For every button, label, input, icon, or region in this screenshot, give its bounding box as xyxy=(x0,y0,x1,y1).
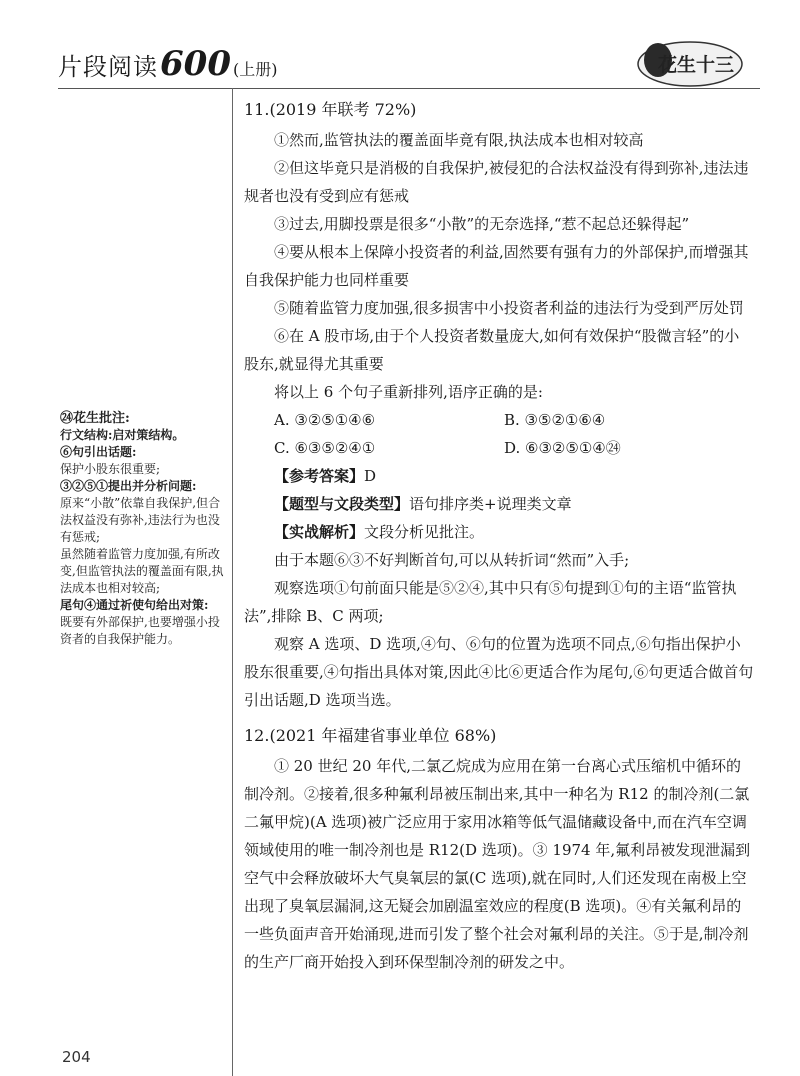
margin-divider xyxy=(232,88,233,1076)
annotation-line: 行文结构:启对策结构。 xyxy=(60,428,185,442)
sentence-6: ⑥在 A 股市场,由于个人投资者数量庞大,如何有效保护“股微言轻”的小股东,就显得尤其重要 xyxy=(244,327,740,373)
annotation-line: 尾句④通过祈使句给出对策: xyxy=(60,598,209,612)
annotation-line: ③②⑤①提出并分析问题: xyxy=(60,479,197,493)
page-number: 204 xyxy=(62,1048,91,1066)
option-d: D. ⑥③②⑤①④㉔ xyxy=(504,439,621,457)
sentence-1: ①然而,监管执法的覆盖面毕竟有限,执法成本也相对较高 xyxy=(274,131,644,149)
annotation-sidebar xyxy=(60,410,225,648)
answer-label: 【参考答案】 xyxy=(274,467,365,485)
sentence-3: ③过去,用脚投票是很多“小散”的无奈选择,“惹不起总还躲得起” xyxy=(274,215,690,233)
sentence-5: ⑤随着监管力度加强,很多损害中小投资者利益的违法行为受到严厉处罚 xyxy=(274,299,744,317)
annotation-line: 原来“小散”依靠自我保护,但合法权益没有弥补,违法行为也没有惩戒; xyxy=(60,496,221,544)
analysis-label: 【实战解析】 xyxy=(274,523,365,541)
answer-value: D xyxy=(364,467,377,485)
book-title-main: 片段阅读 xyxy=(58,53,158,81)
question-12-title: 12.(2021 年福建省事业单位 68%) xyxy=(244,726,497,745)
option-a: A. ③②⑤①④⑥ xyxy=(274,411,376,429)
question-prompt: 将以上 6 个句子重新排列,语序正确的是: xyxy=(274,383,543,401)
answer-options xyxy=(244,406,754,462)
question-11 xyxy=(244,96,754,714)
explanation-1: 由于本题⑥③不好判断首句,可以从转折词“然而”入手; xyxy=(274,551,630,569)
explanation-2: 观察选项①句前面只能是⑤②④,其中只有⑤句提到①句的主语“监管执法”,排除 B、C 两项; xyxy=(244,579,737,625)
option-c: C. ⑥③⑤②④① xyxy=(274,439,376,457)
type-label: 【题型与文段类型】 xyxy=(274,495,410,513)
book-title-volume: (上册) xyxy=(232,60,278,79)
book-title-number: 600 xyxy=(160,44,231,84)
sentence-2: ②但这毕竟只是消极的自我保护,被侵犯的合法权益没有得到弥补,违法违规者也没有受到应有惩戒 xyxy=(244,159,749,205)
question-11-title: 11.(2019 年联考 72%) xyxy=(244,100,417,119)
annotation-line: ⑥句引出话题: xyxy=(60,445,137,459)
sentence-4: ④要从根本上保障小投资者的利益,固然要有强有力的外部保护,而增强其自我保护能力也同样重要 xyxy=(244,243,749,289)
annotation-line: 虽然随着监管力度加强,有所改变,但监管执法的覆盖面有限,执法成本也相对较高; xyxy=(60,547,224,595)
answer-block xyxy=(244,462,754,714)
annotation-line: 既要有外部保护,也要增强小投资者的自我保护能力。 xyxy=(60,615,220,646)
logo-text: 花生十三 xyxy=(657,54,735,76)
question-12-passage: ① 20 世纪 20 年代,二氯乙烷成为应用在第一台离心式压缩机中循环的制冷剂。②接着,很多种氟利昂被压制出来,其中一种名为 R12 的制冷剂(二氯二氟甲烷)(A 选项)被广泛应用于家用冰箱等低气温储藏设备中,而在汽车空调领域使用的唯一制冷剂也是 R12(D 选项)。③ 1974 年,氟利昂被发现泄漏到空气中会释放破坏大气臭氧层的氯(C 选项),就在同时,人们还发现在南极上空出现了臭氧层漏洞,这无疑会加剧温室效应的程度(B 选项)。④有关氟利昂的一些负面声音开始涌现,进而引发了整个社会对氟利昂的关注。⑤于是,制冷剂的生产厂商开始投入到环保型制冷剂的研发之中。 xyxy=(244,757,751,971)
book-title xyxy=(58,44,277,84)
option-b: B. ③⑤②①⑥④ xyxy=(504,411,606,429)
annotation-line: 保护小股东很重要; xyxy=(60,462,161,476)
question-12 xyxy=(244,722,754,976)
explanation-3: 观察 A 选项、D 选项,④句、⑥句的位置为选项不同点,⑥句指出保护小股东很重要,④句指出具体对策,因此④比⑥更适合作为尾句,⑥句更适合做首句引出话题,D 选项当选。 xyxy=(244,635,754,709)
peanut-logo-icon xyxy=(634,38,746,90)
analysis-value: 文段分析见批注。 xyxy=(364,523,485,541)
annotation-heading: ㉔花生批注: xyxy=(60,411,130,426)
type-value: 语句排序类+说理类文章 xyxy=(409,495,572,513)
